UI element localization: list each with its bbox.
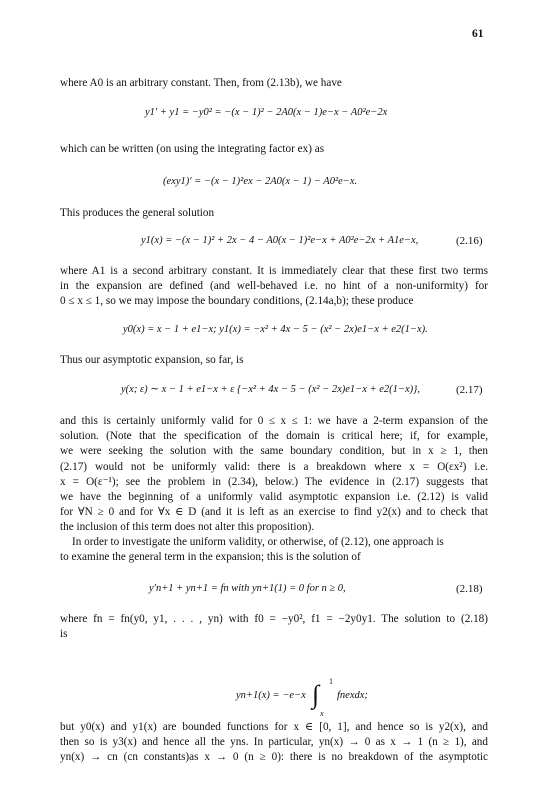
integral-lower-limit: x — [320, 709, 324, 718]
equation-boundary-solutions: y0(x) = x − 1 + e1−x; y1(x) = −x² + 4x − 5 − (x² − 2x)e1−x + e2(1−x). — [123, 324, 428, 335]
integral-sign: ∫ — [312, 680, 320, 709]
equation-2-16: y1(x) = −(x − 1)² + 2x − 4 − A0(x − 1)²e−x + A0²e−2x + A1e−x, — [141, 235, 419, 246]
text-line: for ∀N ≥ 0 and for ∀x ∈ D (and it is left as an exercise to find y2(x) and to check that — [60, 506, 488, 518]
text-line: which can be written (on using the integrating factor ex) as — [60, 143, 325, 155]
text-line: where fn = fn(y0, y1, . . . , yn) with f0 = −y0², f1 = −2y0y1. The solution to (2.18) — [60, 613, 488, 625]
text-line: and this is certainly uniformly valid for 0 ≤ x ≤ 1: we have a 2-term expansion of the — [60, 415, 488, 427]
equation-2-18: y′n+1 + yn+1 = fn with yn+1(1) = 0 for n ≥ 0, — [149, 583, 346, 594]
text-line: This produces the general solution — [60, 207, 215, 219]
text-line: we were seeking the solution with the same boundary condition, but in x ≥ 1, then — [60, 445, 488, 457]
integral-integrand: fnexdx; — [337, 690, 368, 701]
text-line: to examine the general term in the expansion; this is the solution of — [60, 551, 361, 563]
text-line: In order to investigate the uniform validity, or otherwise, of (2.12), one approach is — [72, 536, 444, 548]
text-line: Thus our asymptotic expansion, so far, is — [60, 354, 244, 366]
text-line: solution. (Note that the specification of the domain is critical here; if, for example, — [60, 430, 488, 442]
integral-upper-limit: 1 — [329, 677, 333, 686]
text-line: in the expansion are defined (and well-behaved i.e. no hint of a non-uniformity) for — [60, 280, 488, 292]
equation-number: (2.16) — [456, 235, 483, 247]
equation-y1-ode: y1′ + y1 = −y0² = −(x − 1)² − 2A0(x − 1)e−x − A0²e−2x — [145, 107, 388, 118]
text-line: we have the beginning of a uniformly valid asymptotic expansion i.e. (2.12) is valid — [60, 491, 488, 503]
page-number: 61 — [472, 28, 484, 40]
equation-integral-solution — [236, 677, 368, 718]
text-line: but y0(x) and y1(x) are bounded functions for x ∈ [0, 1], and hence so is y2(x), and — [60, 721, 488, 733]
equation-number: (2.17) — [456, 384, 483, 396]
text-line: (2.17) would not be uniformly valid: there is a breakdown where x = O(εx²) i.e. — [60, 461, 488, 473]
text-line: is — [60, 628, 68, 640]
text-line: where A1 is a second arbitrary constant. It is immediately clear that these first two terms — [60, 265, 488, 277]
text-line: yn(x) → cn (cn constants)as x → 0 (n ≥ 0): there is no breakdown of the asymptotic — [60, 751, 488, 763]
text-line: where A0 is an arbitrary constant. Then, from (2.13b), we have — [60, 77, 342, 89]
equation-number: (2.18) — [456, 583, 483, 595]
text-line: x = O(ε⁻¹); see the problem in (2.34), below.) The evidence in (2.17) suggests that — [60, 476, 488, 488]
equation-2-17: y(x; ε) ∼ x − 1 + e1−x + ε {−x² + 4x − 5 − (x² − 2x)e1−x + e2(1−x)}, — [121, 384, 420, 395]
equation-integrating-factor: (exy1)′ = −(x − 1)²ex − 2A0(x − 1) − A0²e−x. — [163, 176, 358, 187]
integral-lhs: yn+1(x) = −e−x — [236, 690, 306, 701]
text-line: the inclusion of this term does not alter this proposition). — [60, 521, 315, 533]
text-line: 0 ≤ x ≤ 1, so we may impose the boundary conditions, (2.14a,b); these produce — [60, 295, 414, 307]
text-line: then so is y3(x) and hence all the yns. In particular, yn(x) → 0 as x → 1 (n ≥ 1), and — [60, 736, 488, 748]
